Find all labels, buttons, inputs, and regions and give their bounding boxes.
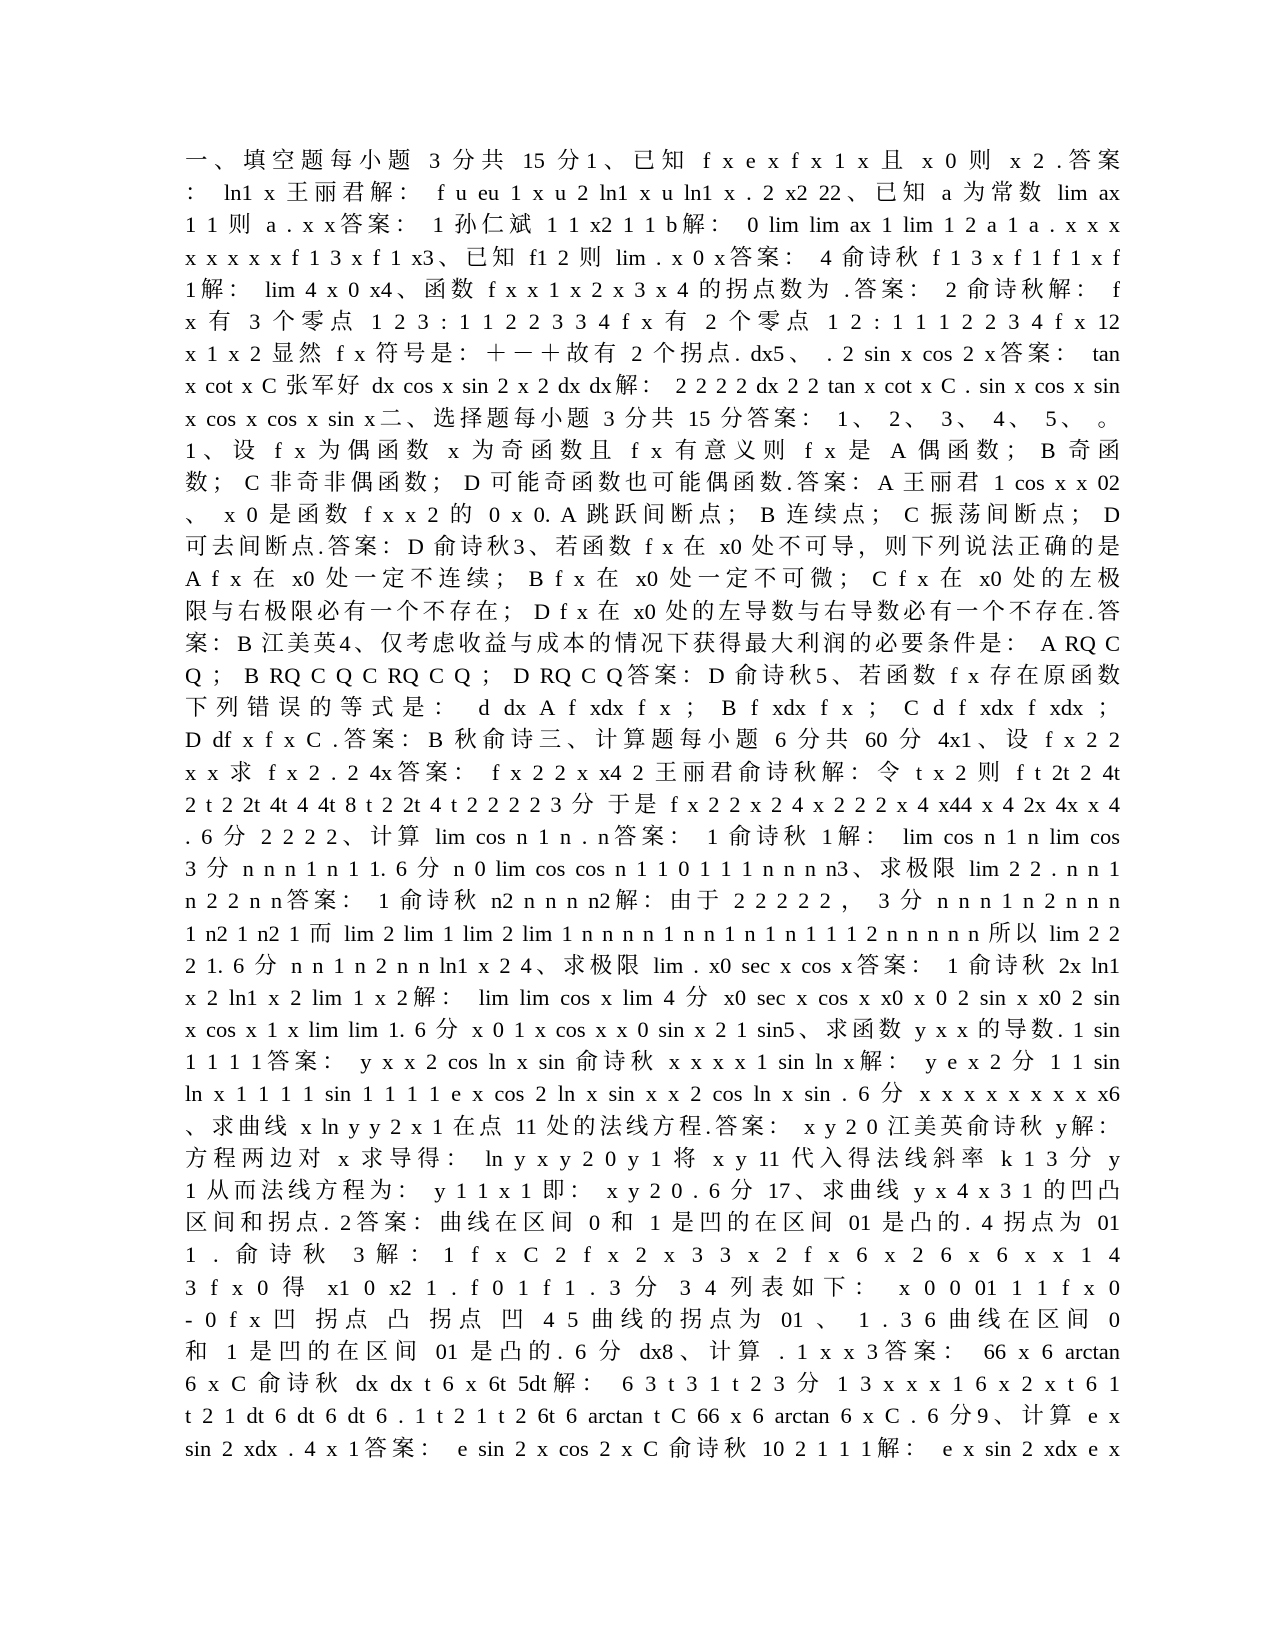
- text-line: 可去间断点.答案：D 俞诗秋3、若函数 f x 在 x0 处不可导，则下列说法正确的是: [185, 534, 1120, 560]
- text-line: sin 2 xdx . 4 x 1答案： e sin 2 x cos 2 x C 俞诗秋 10 2 1 1 1解： e x sin 2 xdx e x: [185, 1435, 1120, 1461]
- text-line: 数； C 非奇非偶函数； D 可能奇函数也可能偶函数.答案：A 王丽君 1 cos x x 02: [185, 469, 1120, 495]
- text-line: x cos x 1 x lim lim 1. 6 分 x 0 1 x cos x x 0 sin x 2 1 sin5、求函数 y x x 的导数. 1 sin: [185, 1017, 1120, 1043]
- text-line: 区间和拐点. 2答案：曲线在区间 0 和 1 是凹的在区间 01 是凸的. 4 拐点为 01: [185, 1210, 1120, 1236]
- text-line: 方程两边对 x 求导得： ln y x y 2 0 y 1 将 x y 11 代入得法线斜率 k 1 3 分 y: [185, 1145, 1120, 1171]
- text-line: 下列错误的等式是： d dx A f xdx f x ； B f xdx f x ； C d f xdx f xdx ；: [185, 695, 1120, 721]
- text-line: 、 x 0 是函数 f x x 2 的 0 x 0. A 跳跃间断点； B 连续点； C 振荡间断点； D: [185, 502, 1120, 528]
- text-line: 2 t 2 2t 4t 4 4t 8 t 2 2t 4 t 2 2 2 2 3 分 于是 f x 2 2 x 2 4 x 2 2 2 x 4 x44 x 4 2x 4x x 4: [185, 791, 1120, 817]
- text-line: 一、填空题每小题 3 分共 15 分1、已知 f x e x f x 1 x 且 x 0 则 x 2 .答案: [185, 148, 1120, 173]
- text-line: A f x 在 x0 处一定不连续； B f x 在 x0 处一定不可微； C f x 在 x0 处的左极: [185, 566, 1120, 592]
- text-line: 6 x C 俞诗秋 dx dx t 6 x 6t 5dt解： 6 3 t 3 1 t 2 3 分 1 3 x x x 1 6 x 2 x t 6 1: [185, 1371, 1120, 1397]
- text-line: n 2 2 n n答案： 1 俞诗秋 n2 n n n n2解：由于 2 2 2 2 2 ， 3 分 n n n 1 n 2 n n n: [185, 888, 1120, 914]
- text-line: - 0 f x 凹 拐点 凸 拐点 凹 4 5 曲线的拐点为 01 、 1 . 3 6 曲线在区间 0: [185, 1306, 1120, 1332]
- text-line: x x x x x f 1 3 x f 1 x3、已知 f1 2 则 lim . x 0 x答案： 4 俞诗秋 f 1 3 x f 1 f 1 x f: [185, 244, 1120, 270]
- text-line: Q ； B RQ C Q C RQ C Q ； D RQ C Q答案：D 俞诗秋5、若函数 f x 存在原函数: [185, 663, 1120, 688]
- text-line: x cos x cos x sin x二、选择题每小题 3 分共 15 分答案： 1、 2、 3、 4、 5、 。: [185, 405, 1120, 431]
- text-line: 1 1 则 a . x x答案： 1 孙仁斌 1 1 x2 1 1 b解： 0 lim lim ax 1 lim 1 2 a 1 a . x x x: [185, 212, 1120, 238]
- text-line: x x 求 f x 2 . 2 4x答案： f x 2 2 x x4 2 王丽君俞诗秋解：令 t x 2 则 f t 2t 2 4t: [185, 759, 1120, 785]
- text-line: ： ln1 x 王丽君解： f u eu 1 x u 2 ln1 x u ln1 x . 2 x2 22、已知 a 为常数 lim ax: [185, 180, 1120, 206]
- text-line: 、求曲线 x ln y y 2 x 1 在点 11 处的法线方程.答案： x y 2 0 江美英俞诗秋 y解：: [185, 1113, 1120, 1139]
- text-line: 案：B 江美英4、仅考虑收益与成本的情况下获得最大利润的必要条件是： A RQ C: [185, 630, 1120, 656]
- text-line: 1 1 1 1答案： y x x 2 cos ln x sin 俞诗秋 x x x x 1 sin ln x解： y e x 2 分 1 1 sin: [185, 1049, 1120, 1075]
- text-line: 2 1. 6 分 n n 1 n 2 n n ln1 x 2 4、求极限 lim . x0 sec x cos x答案： 1 俞诗秋 2x ln1: [185, 952, 1120, 978]
- text-line: 1 从而法线方程为： y 1 1 x 1 即： x y 2 0 . 6 分 17、求曲线 y x 4 x 3 1 的凹凸: [185, 1178, 1120, 1203]
- text-line: 限与右极限必有一个不存在； D f x 在 x0 处的左导数与右导数必有一个不存在.答: [185, 598, 1120, 624]
- text-line: D df x f x C .答案：B 秋俞诗三、计算题每小题 6 分共 60 分 4x1、设 f x 2 2: [185, 727, 1120, 753]
- text-line: 1解： lim 4 x 0 x4、函数 f x x 1 x 2 x 3 x 4 的拐点数为 .答案： 2 俞诗秋解： f: [185, 276, 1120, 302]
- text-line: 3 f x 0 得 x1 0 x2 1 . f 0 1 f 1 . 3 分 3 4 列表如下： x 0 0 01 1 1 f x 0: [185, 1274, 1120, 1300]
- document-body: [185, 145, 1120, 1465]
- text-line: 和 1 是凹的在区间 01 是凸的. 6 分 dx8、计算 . 1 x x 3答案： 66 x 6 arctan: [185, 1338, 1120, 1364]
- text-line: x cot x C 张军好 dx cos x sin 2 x 2 dx dx解： 2 2 2 2 dx 2 2 tan x cot x C . sin x cos x sin: [185, 373, 1120, 399]
- text-line: ln x 1 1 1 1 sin 1 1 1 1 e x cos 2 ln x sin x x 2 cos ln x sin . 6 分 x x x x x x x x x6: [185, 1081, 1120, 1107]
- text-line: 1 n2 1 n2 1 而 lim 2 lim 1 lim 2 lim 1 n n n n 1 n n 1 n 1 n 1 1 1 2 n n n n n 所以 lim 2 2: [185, 920, 1120, 946]
- text-line: 1 . 俞诗秋 3解：1 f x C 2 f x 2 x 3 3 x 2 f x 6 x 2 6 x 6 x x 1 4: [185, 1242, 1120, 1268]
- text-line: x 1 x 2 显然 f x 符号是：＋－＋故有 2 个拐点. dx5、 . 2 sin x cos 2 x答案： tan: [185, 341, 1120, 367]
- text-line: x 2 ln1 x 2 lim 1 x 2解： lim lim cos x lim 4 分 x0 sec x cos x x0 x 0 2 sin x x0 2 sin: [185, 984, 1120, 1010]
- text-line: . 6 分 2 2 2 2、计算 lim cos n 1 n . n答案： 1 俞诗秋 1解： lim cos n 1 n lim cos: [185, 823, 1120, 849]
- text-line: 1、设 f x 为偶函数 x 为奇函数且 f x 有意义则 f x 是 A 偶函数； B 奇函: [185, 437, 1120, 463]
- text-line: 3 分 n n n 1 n 1 1. 6 分 n 0 lim cos cos n 1 1 0 1 1 1 n n n n3、求极限 lim 2 2 . n n 1: [185, 856, 1120, 882]
- text-line: x 有 3 个零点 1 2 3 : 1 1 2 2 3 3 4 f x 有 2 个零点 1 2 : 1 1 1 2 2 3 4 f x 12: [185, 308, 1120, 334]
- text-line: t 2 1 dt 6 dt 6 dt 6 . 1 t 2 1 t 2 6t 6 arctan t C 66 x 6 arctan 6 x C . 6 分9、计算 e x: [185, 1403, 1120, 1429]
